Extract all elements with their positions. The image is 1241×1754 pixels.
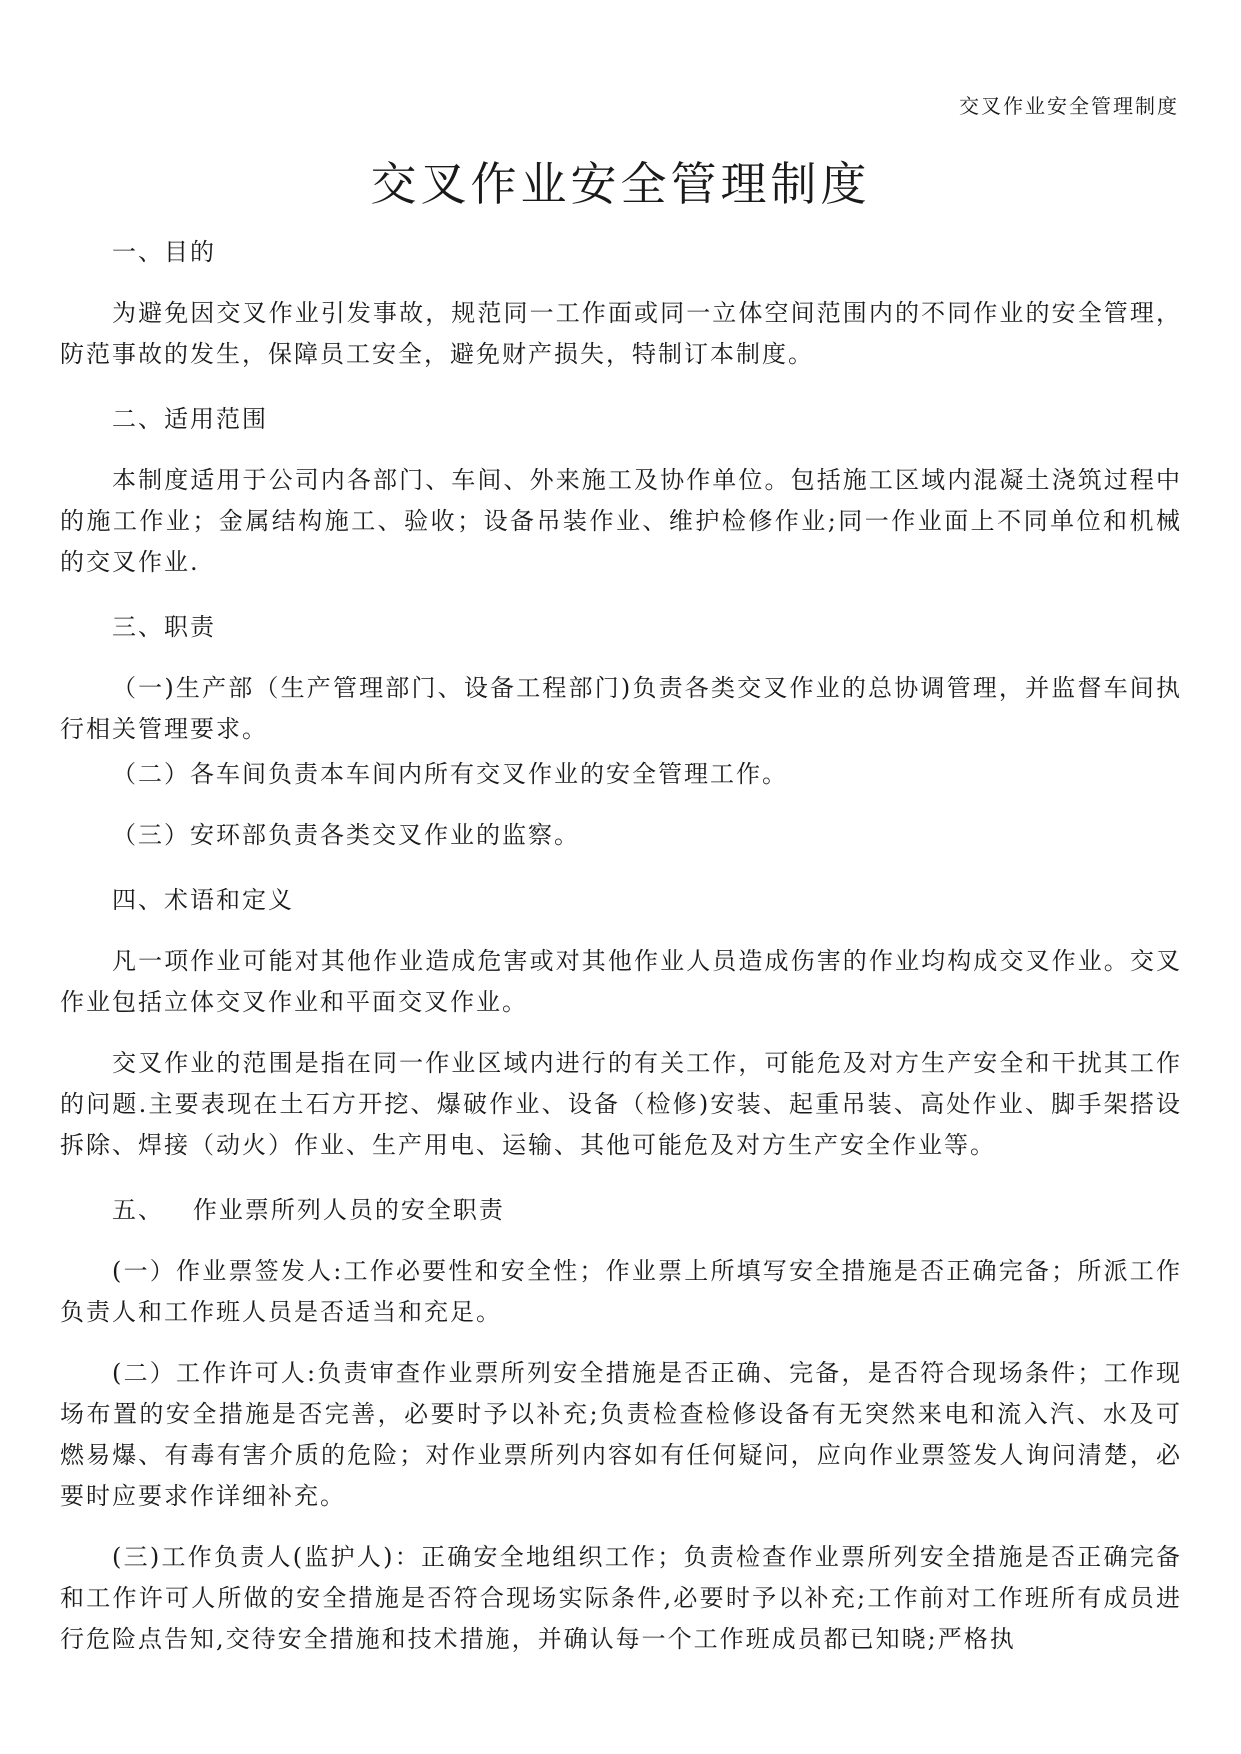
paragraph-responsibility-2: (二）工作许可人:负责审查作业票所列安全措施是否正确、完备，是否符合现场条件；工作现场布置的安全措施是否完善，必要时予以补充;负责检查检修设备有无突然来电和流入汽、水及可燃易爆、有毒有害介质的危险；对作业票所列内容如有任何疑问，应向作业票签发人询问清楚，必要时应要求作详细补充。 <box>60 1359 1182 1510</box>
document-body <box>60 232 1182 1660</box>
paragraph-purpose: 为避免因交叉作业引发事故，规范同一工作面或同一立体空间范围内的不同作业的安全管理，防范事故的发生，保障员工安全，避免财产损失，特制订本制度。 <box>60 299 1182 368</box>
paragraph-scope: 本制度适用于公司内各部门、车间、外来施工及协作单位。包括施工区域内混凝土浇筑过程中的施工作业；金属结构施工、验收；设备吊装作业、维护检修作业;同一作业面上不同单位和机械的交叉作业. <box>60 466 1182 576</box>
section-heading-responsibilities: 五、 作业票所列人员的安全职责 <box>112 1196 505 1224</box>
section-heading-purpose: 一、目的 <box>112 238 216 266</box>
paragraph-duty-2: （二）各车间负责本车间内所有交叉作业的安全管理工作。 <box>112 760 788 788</box>
paragraph-definition-1: 凡一项作业可能对其他作业造成危害或对其他作业人员造成伤害的作业均构成交叉作业。交叉作业包括立体交叉作业和平面交叉作业。 <box>60 947 1182 1016</box>
paragraph-definition-2: 交叉作业的范围是指在同一作业区域内进行的有关工作，可能危及对方生产安全和干扰其工作的问题.主要表现在土石方开挖、爆破作业、设备（检修)安装、起重吊装、高处作业、脚手架搭设拆除、焊接（动火）作业、生产用电、运输、其他可能危及对方生产安全作业等。 <box>60 1049 1182 1159</box>
section-heading-duties: 三、职责 <box>112 613 216 641</box>
section-heading-scope: 二、适用范围 <box>112 405 268 433</box>
paragraph-duty-3: （三）安环部负责各类交叉作业的监察。 <box>112 821 580 849</box>
running-header: 交叉作业安全管理制度 <box>959 94 1179 118</box>
paragraph-responsibility-3: (三)工作负责人(监护人)：正确安全地组织工作；负责检查作业票所列安全措施是否正确完备和工作许可人所做的安全措施是否符合现场实际条件,必要时予以补充;工作前对工作班所有成员进行危险点告知,交待安全措施和技术措施，并确认每一个工作班成员都已知晓;严格执 <box>60 1543 1182 1653</box>
paragraph-responsibility-1: (一）作业票签发人:工作必要性和安全性；作业票上所填写安全措施是否正确完备；所派工作负责人和工作班人员是否适当和充足。 <box>60 1257 1182 1326</box>
section-heading-definitions: 四、术语和定义 <box>112 886 294 914</box>
document-title: 交叉作业安全管理制度 <box>370 157 871 211</box>
paragraph-duty-1: （一)生产部（生产管理部门、设备工程部门)负责各类交叉作业的总协调管理，并监督车间执行相关管理要求。 <box>60 674 1182 743</box>
